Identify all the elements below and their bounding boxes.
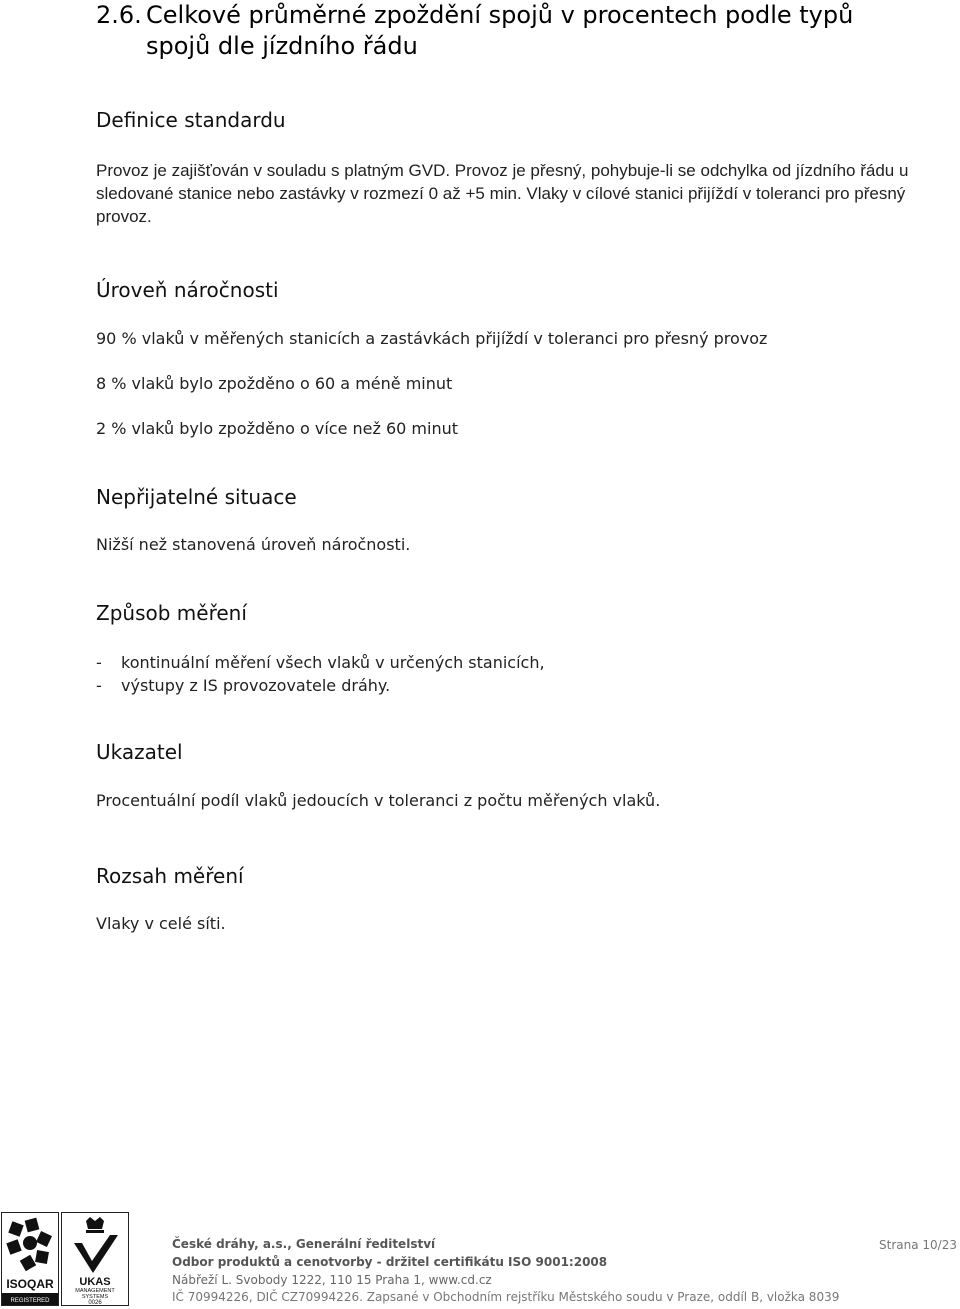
list-item-text: výstupy z IS provozovatele dráhy. <box>121 676 391 695</box>
ukas-logo <box>61 1212 129 1306</box>
page-number: Strana 10/23 <box>879 1238 957 1252</box>
ukas-label: UKAS <box>79 1276 111 1288</box>
page-title <box>96 0 856 62</box>
footer-address: Nábřeží L. Svobody 1222, 110 15 Praha 1, www.cd.cz <box>172 1273 492 1287</box>
heading-zpusob: Způsob měření <box>96 601 247 625</box>
isoqar-sub: REGISTERED <box>10 1298 50 1304</box>
ukas-crown-tick-icon <box>62 1213 128 1305</box>
footer-department: Odbor produktů a cenotvorby - držitel certifikátu ISO 9001:2008 <box>172 1255 608 1269</box>
list-item <box>96 674 545 697</box>
ukas-code: 0026 <box>88 1300 102 1305</box>
section-title-text: Celkové průměrné zpoždění spojů v procentech podle typů spojů dle jízdního řádu <box>146 1 854 60</box>
page-footer <box>0 1210 960 1307</box>
uroven-line-1: 90 % vlaků v měřených stanicích a zastávkách přijíždí v toleranci pro přesný provoz <box>96 329 768 348</box>
isoqar-logo <box>1 1212 59 1306</box>
uroven-line-3: 2 % vlaků bylo zpožděno o více než 60 minut <box>96 419 458 438</box>
section-number: 2.6. <box>96 1 142 29</box>
ukas-sub1: MANAGEMENT <box>75 1288 115 1294</box>
isoqar-emblem-icon <box>2 1213 58 1305</box>
list-dash: - <box>96 653 102 672</box>
heading-ukazatel: Ukazatel <box>96 740 183 764</box>
heading-neprijatelne: Nepřijatelné situace <box>96 485 297 509</box>
definice-text: Provoz je zajišťován v souladu s platným GVD. Provoz je přesný, pohybuje-li se odchylka od jízdního řádu u sledované stanice nebo zastávky v rozmezí 0 až +5 min. Vlaky v cílové stanici přijíždí v toleranci pro přesný provoz. <box>96 161 909 226</box>
zpusob-list <box>96 651 545 697</box>
list-item <box>96 651 545 674</box>
heading-uroven: Úroveň náročnosti <box>96 278 279 302</box>
ukas-sub2: SYSTEMS <box>81 1294 109 1300</box>
isoqar-label: ISOQAR <box>6 1277 54 1291</box>
list-dash: - <box>96 676 102 695</box>
heading-definice: Definice standardu <box>96 108 286 132</box>
list-item-text: kontinuální měření všech vlaků v určených stanicích, <box>121 653 545 672</box>
ukazatel-text: Procentuální podíl vlaků jedoucích v toleranci z počtu měřených vlaků. <box>96 791 661 810</box>
footer-registration: IČ 70994226, DIČ CZ70994226. Zapsané v Obchodním rejstříku Městského soudu v Praze, oddíl B, vložka 8039 <box>172 1290 840 1304</box>
footer-company: České dráhy, a.s., Generální ředitelství <box>172 1237 436 1251</box>
heading-rozsah: Rozsah měření <box>96 864 244 888</box>
rozsah-text: Vlaky v celé síti. <box>96 914 226 933</box>
uroven-line-2: 8 % vlaků bylo zpožděno o 60 a méně minut <box>96 374 453 393</box>
neprijatelne-text: Nižší než stanovená úroveň náročnosti. <box>96 535 411 554</box>
